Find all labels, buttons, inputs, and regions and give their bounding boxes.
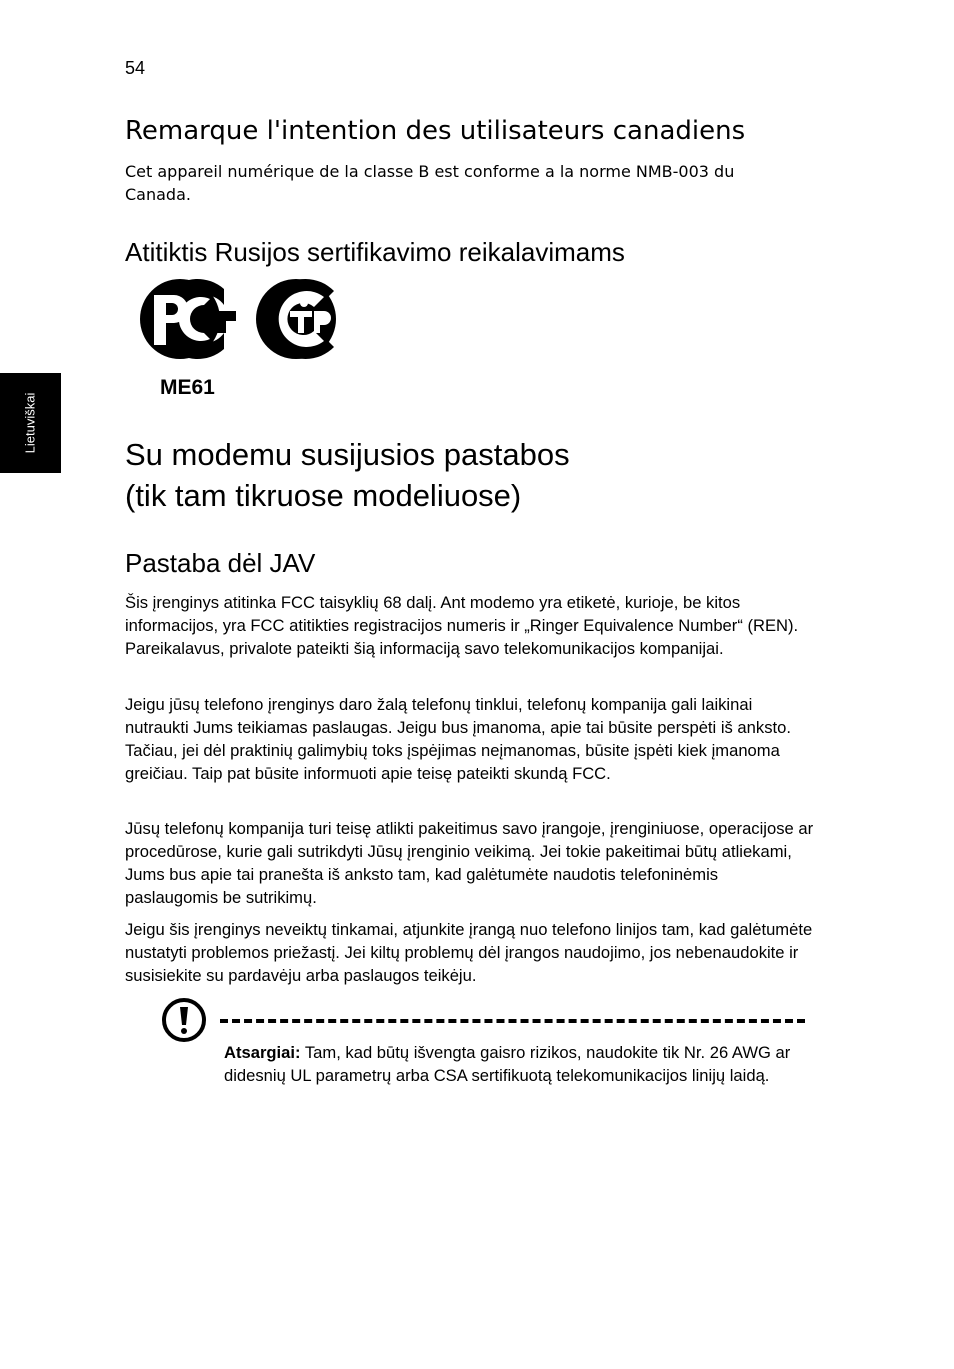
language-side-tab (0, 373, 61, 473)
main-heading-line: (tik tam tikruose modeliuose) (125, 478, 522, 513)
canada-text (125, 160, 805, 206)
caution-note (224, 1041, 804, 1087)
usa-heading: Pastaba dėl JAV (125, 548, 316, 578)
canada-text-line: Cet appareil numérique de la classe B est conforme a la norme NMB-003 du (125, 162, 735, 181)
pct-mark-icon (140, 279, 236, 359)
gost-certification-logo (136, 277, 348, 363)
usa-paragraph-2: Jeigu jūsų telefono įrenginys daro žalą telefonų tinklui, telefonų kompanija gali laikinai nutraukti Jums teikiamas paslaugas. Jeigu bus įmanoma, apie tai būsite perspėti iš anksto. Tačiau, jei dėl praktinių galimybių toks įspėjimas neįmanomas, būsite įspėti kiek įmanoma greičiau. Taip pat būsite informuoti apie teisę pateikti skundą FCC. (125, 695, 791, 783)
certification-code: ME61 (160, 376, 215, 399)
tp-mark-icon (256, 279, 336, 359)
main-heading-line: Su modemu susijusios pastabos (125, 437, 570, 472)
usa-paragraph-3: Jūsų telefonų kompanija turi teisę atlikti pakeitimus savo įrangoje, įrenginiuose, operacijose ar procedūrose, kurie gali sutrikdyti Jūsų įrenginio veikimą. Jei tokie pakeitimai būtų atliekami, Jums bus apie tai pranešta iš anksto tam, kad galėtumėte naudotis telefoninėmis paslaugomis be sutrikimų. (125, 819, 814, 907)
canada-text-line: Canada. (125, 185, 191, 204)
main-heading (125, 434, 570, 516)
caution-text: Tam, kad būtų išvengta gaisro rizikos, naudokite tik Nr. 26 AWG ar didesnių UL parametrų arba CSA sertifikuotą telekomunikacijos linijų laidą. (224, 1043, 791, 1085)
usa-paragraph-4: Jeigu šis įrenginys neveiktų tinkamai, atjunkite įrangą nuo telefono linijos tam, kad galėtumėte nustatyti problemos priežastį. Jei kiltų problemų dėl įrangos naudojimo, jos nebenaudokite ir susisiekite su pardavėju arba paslaugos teikėju. (125, 920, 813, 985)
page-number: 54 (125, 58, 146, 78)
usa-paragraph-1: Šis įrenginys atitinka FCC taisyklių 68 dalį. Ant modemo yra etiketė, kurioje, be kitos informacijos, yra FCC atitikties registracijos numeris ir „Ringer Equivalence Number“ (REN). Pareikalavus, privalote pateikti šią informaciją savo telekomunikacijos kompanijai. (125, 593, 799, 658)
exclamation-circle-icon (161, 997, 207, 1043)
side-tab-label: Lietuviškai (22, 392, 38, 454)
caution-label: Atsargiai: (224, 1043, 301, 1062)
russia-heading: Atitiktis Rusijos sertifikavimo reikalavimams (125, 237, 625, 267)
canada-heading: Remarque l'intention des utilisateurs canadiens (125, 116, 746, 146)
caution-divider (220, 1019, 805, 1023)
